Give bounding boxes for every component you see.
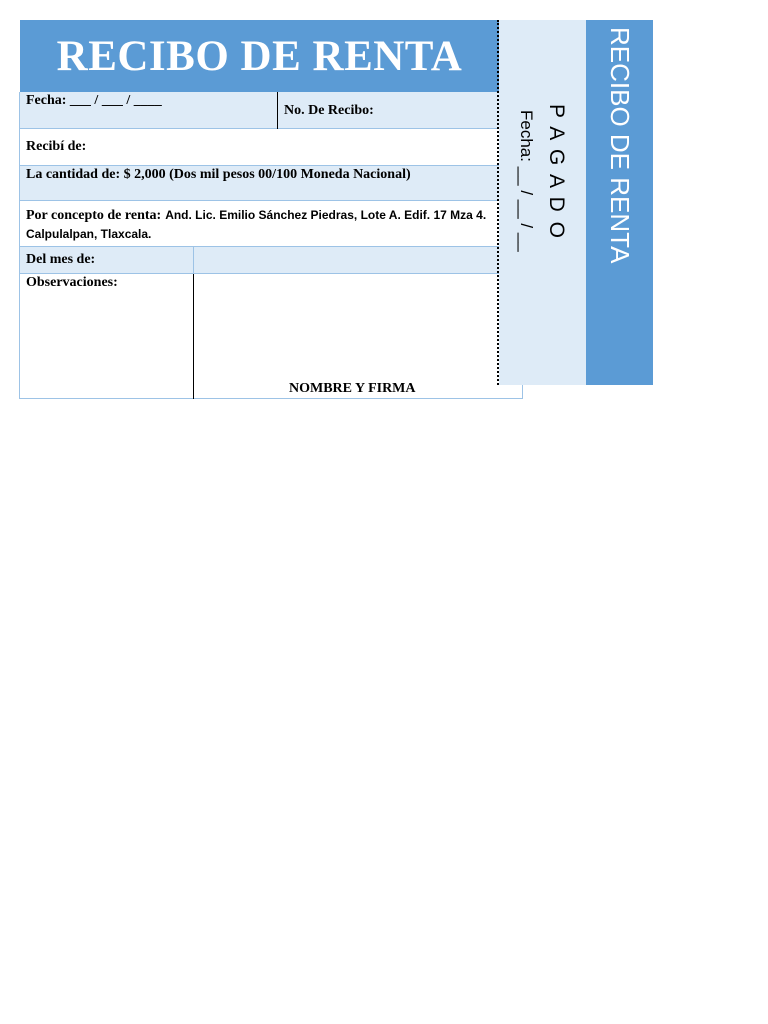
concept-value-line1: And. Lic. Emilio Sánchez Piedras, Lote A. Edif. 17 Mza 4. <box>165 208 487 222</box>
concept-value-line2: Calpulalpan, Tlaxcala. <box>26 227 152 241</box>
receipt-title: RECIBO DE RENTA <box>20 20 499 93</box>
row-divider <box>277 92 278 129</box>
received-from-label: Recibí de: <box>26 139 87 154</box>
stub-date: Fecha: __ / __ / __ <box>517 110 536 252</box>
concept-block <box>26 206 498 243</box>
signature-label: NOMBRE Y FIRMA <box>289 381 416 396</box>
date-label: Fecha: ___ / ___ / ____ <box>26 93 162 108</box>
paid-stamp: P A G A D O <box>545 104 568 241</box>
observations-divider <box>193 274 194 399</box>
receipt-number-label: No. De Recibo: <box>284 103 374 118</box>
received-from-row <box>20 129 499 166</box>
month-label: Del mes de: <box>26 252 96 267</box>
amount-text: La cantidad de: $ 2,000 (Dos mil pesos 00/100 Moneda Nacional) <box>26 167 411 182</box>
concept-label: Por concepto de renta: <box>26 208 162 223</box>
stub-title: RECIBO DE RENTA <box>605 27 635 264</box>
perforation-line <box>497 20 499 385</box>
observations-label: Observaciones: <box>26 275 118 290</box>
month-divider <box>193 247 194 274</box>
stub-paid-panel <box>499 20 586 385</box>
